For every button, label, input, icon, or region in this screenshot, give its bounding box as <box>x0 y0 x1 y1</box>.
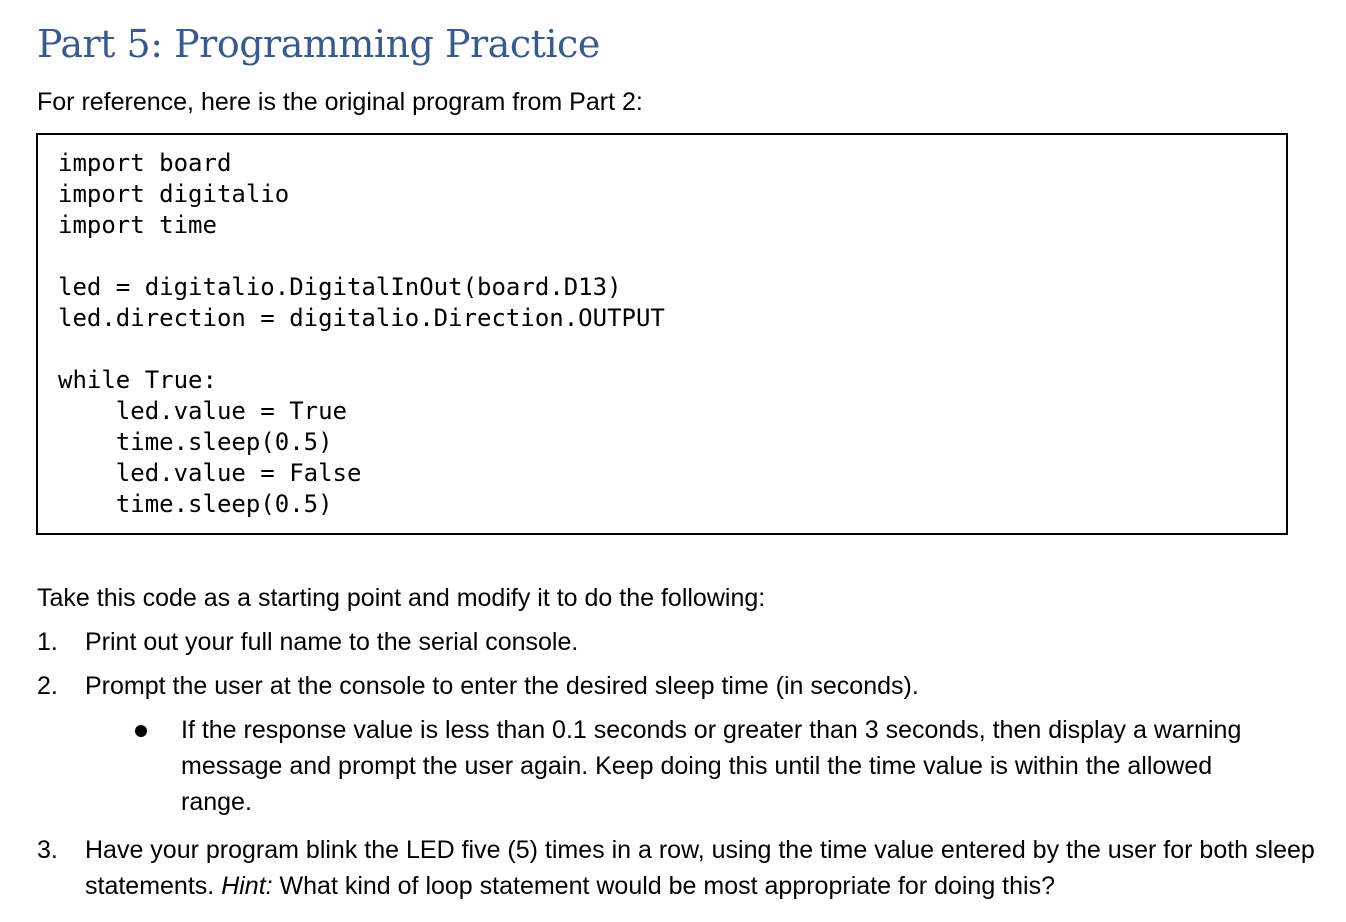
code-line: import time <box>58 211 217 239</box>
code-line: led = digitalio.DigitalInOut(board.D13) <box>58 273 622 301</box>
code-block <box>36 133 1288 535</box>
instructions-lead: Take this code as a starting point and modify it to do the following: <box>37 584 766 612</box>
hint-label: Hint: <box>221 872 273 900</box>
code-line: led.direction = digitalio.Direction.OUTPUT <box>58 304 665 332</box>
code-line: led.value = True <box>58 397 347 425</box>
code-line: while True: <box>58 366 217 394</box>
code-line: time.sleep(0.5) <box>58 490 333 518</box>
page-title: Part 5: Programming Practice <box>37 22 600 66</box>
code-line <box>58 334 1286 365</box>
list-number: 1. <box>37 628 58 656</box>
instructions <box>37 580 1327 904</box>
sub-list-item <box>37 712 1261 820</box>
hint-text: What kind of loop statement would be most appropriate for doing this? <box>279 872 1055 900</box>
sub-list-item-text: If the response value is less than 0.1 seconds or greater than 3 seconds, then display a warning message and prompt the user again. Keep doing this until the time value is within the allowed range. <box>181 716 1242 816</box>
code-line: import digitalio <box>58 180 290 208</box>
list-item-2 <box>37 668 1327 704</box>
intro-text: For reference, here is the original program from Part 2: <box>37 88 643 116</box>
list-number: 2. <box>37 672 58 700</box>
code-line: time.sleep(0.5) <box>58 428 333 456</box>
code-line: led.value = False <box>58 459 362 487</box>
list-item-text: Print out your full name to the serial console. <box>85 628 579 656</box>
list-number: 3. <box>37 836 58 864</box>
list-item-text: Have your program blink the LED five (5) times in a row, using the time value entered by the user for both sleep statements. <box>85 836 1315 900</box>
list-item-1 <box>37 624 1327 660</box>
list-item-3 <box>37 832 1327 904</box>
code-line: import board <box>58 149 232 177</box>
bullet-icon <box>135 725 147 737</box>
code-line <box>58 241 1286 272</box>
list-item-text: Prompt the user at the console to enter the desired sleep time (in seconds). <box>85 672 919 700</box>
